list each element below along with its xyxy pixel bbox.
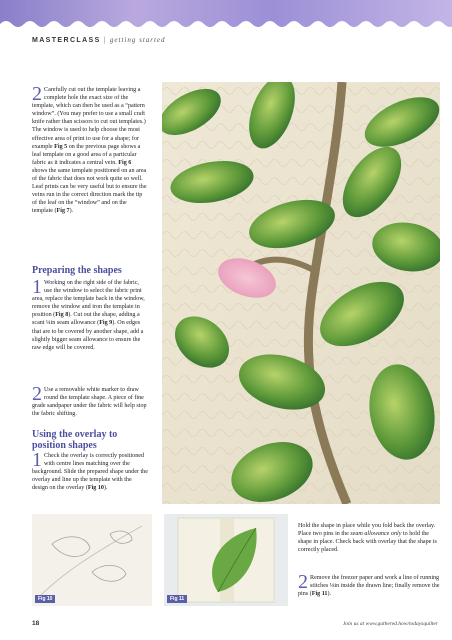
prep-step-1: 1 Working on the right side of the fabric, use the window to select the fabric print area, replace the template back in the window, remove the window and iron the template in position (Fig 8). Cut out the shape, adding a scant ¼in seam allowance (Fig 9). On edges that are to be covered by another shape, add a slightly bigger seam allowance to ensure the raw edge will be covered.: [32, 276, 145, 351]
section-kicker: [32, 36, 166, 44]
step-number: 2: [32, 83, 42, 105]
heading-using-overlay: Using the overlay to position shapes: [32, 429, 118, 451]
kicker-separator: |: [103, 37, 107, 44]
decorative-header-band: [0, 0, 452, 28]
heading-preparing-shapes: Preparing the shapes: [32, 265, 122, 276]
overlay-step-1: 1 Check the overlay is correctly positioned with centre lines matching over the background. Slide the prepared shape under the overlay and line up the template with the design on the overlay (Fig 10).: [32, 449, 148, 492]
stitched-leaf-illustration: [164, 514, 288, 606]
quilt-leaves-photo: [162, 82, 440, 504]
page-number: 18: [32, 620, 40, 627]
figure-11: [164, 514, 288, 606]
overlay-sketch-illustration: [32, 514, 152, 606]
step-number: 2: [298, 571, 308, 594]
prep-step-2: 2 Use a removable white marker to draw round the template shape. A piece of fine grade sandpaper under the fabric will help stop the fabric shifting.: [32, 383, 147, 418]
step-number: 2: [32, 383, 42, 405]
figure-label: Fig 11: [167, 595, 187, 603]
step-number: 1: [32, 449, 42, 471]
section-name: MASTERCLASS: [32, 37, 101, 44]
remove-paper-step-2: 2 Remove the freezer paper and work a line of running stitches ⅛in inside the drawn line; finally remove the pins (Fig 11).: [298, 571, 440, 598]
intro-paragraph: 2 Carefully cut out the template leaving a complete hole the exact size of the template, which can then be used as a “pattern window”. (You may prefer to use a small craft knife rather than scissors to cut out templates.) The window is used to help choose the most effective area of print to use for a shape; for example Fig 5 on the previous page shows a leaf template on a good area of a particular fabric as it indicates a central vein. Fig 6 shows the same template positioned on an area of the fabric that does not work quite so well. Leaf prints can be very useful but to ensure the veins run in the correct direction mark the tip of the leaf on the “window” and on the template (Fig 7).: [32, 83, 147, 215]
scallop-edge: [0, 18, 452, 28]
hold-shape-paragraph: Hold the shape in place while you fold back the overlay. Place two pins in the seam allowance only to hold the shape in place. Check back with overlay that the shape is correctly placed.: [298, 523, 437, 554]
section-subtitle: getting started: [109, 36, 166, 44]
figure-10: [32, 514, 152, 606]
appliqué-vine-illustration: [162, 82, 440, 504]
figure-label: Fig 10: [35, 595, 55, 603]
step-number: 1: [32, 276, 42, 298]
footer-website: Join us at www.gathered.how/todaysquilter: [342, 621, 438, 627]
